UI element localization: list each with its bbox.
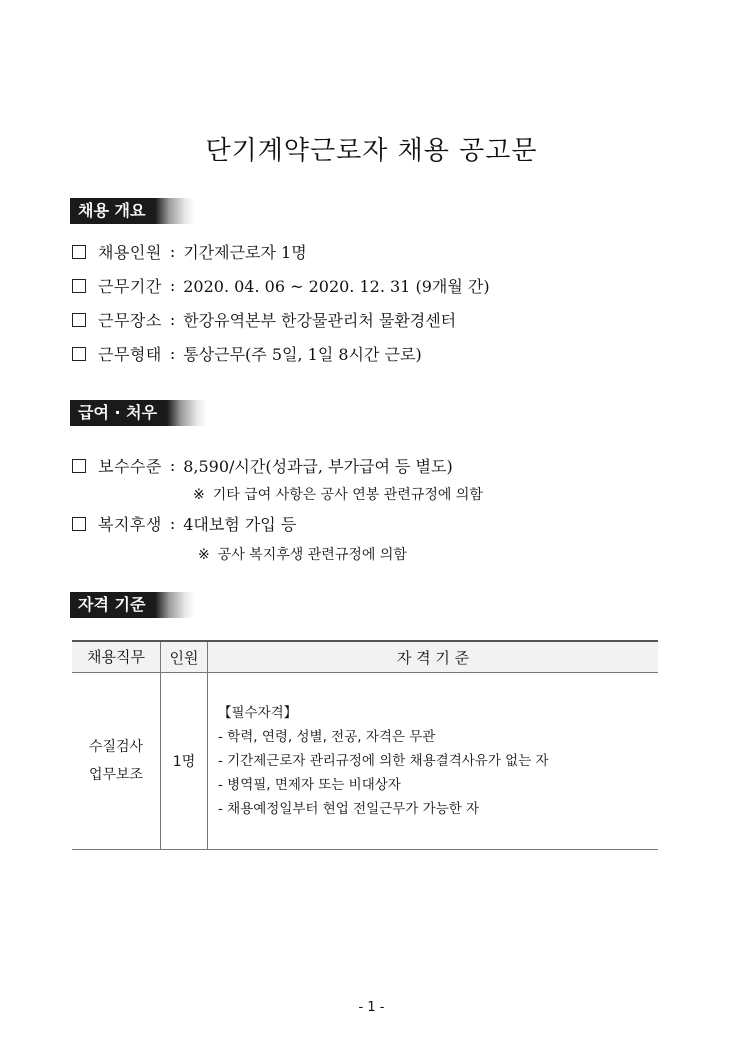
section-heading-qualification xyxy=(70,592,195,618)
overview-item-work-period xyxy=(72,274,490,297)
pay-item-salary xyxy=(72,454,453,477)
item-value: 2020. 04. 06 ~ 2020. 12. 31 (9개월 간) xyxy=(183,277,490,296)
item-colon: : xyxy=(169,310,176,329)
qualification-table xyxy=(72,640,658,850)
section-heading-pay xyxy=(70,400,207,426)
item-label: 근무형태 xyxy=(98,345,162,364)
job-line: 수질검사 xyxy=(88,739,144,755)
requirement-line: - 채용예정일부터 현업 전일근무가 가능한 자 xyxy=(218,801,480,817)
section-heading-label: 급여 · 처우 xyxy=(70,400,167,426)
item-label: 보수수준 xyxy=(98,457,162,476)
pay-note-salary xyxy=(193,484,483,504)
page-number: - 1 - xyxy=(358,1000,385,1015)
note-mark: ※ xyxy=(193,487,205,503)
table-header-row xyxy=(72,641,658,673)
column-header-requirements: 자 격 기 준 xyxy=(208,641,659,673)
column-header-count: 인원 xyxy=(161,641,208,673)
pay-note-welfare xyxy=(198,544,407,564)
checkbox-icon xyxy=(72,459,86,473)
item-value: 8,590/시간(성과급, 부가급여 등 별도) xyxy=(183,457,453,476)
item-value: 통상근무(주 5일, 1일 8시간 근로) xyxy=(183,345,422,364)
checkbox-icon xyxy=(72,279,86,293)
note-text: 공사 복지후생 관련규정에 의함 xyxy=(217,547,407,563)
section-heading-fade xyxy=(155,592,195,618)
item-colon: : xyxy=(169,456,176,475)
overview-item-recruit-count xyxy=(72,240,307,263)
column-header-job: 채용직무 xyxy=(72,641,161,673)
checkbox-icon xyxy=(72,245,86,259)
overview-item-work-place xyxy=(72,308,456,331)
section-heading-label: 채용 개요 xyxy=(70,198,155,224)
job-cell xyxy=(72,673,161,850)
item-colon: : xyxy=(169,242,176,261)
item-value: 4대보험 가입 등 xyxy=(183,515,297,534)
note-text: 기타 급여 사항은 공사 연봉 관련규정에 의함 xyxy=(212,487,483,503)
item-value: 기간제근로자 1명 xyxy=(183,243,307,262)
item-label: 근무장소 xyxy=(98,311,162,330)
requirement-line: - 기간제근로자 관리규정에 의한 채용결격사유가 없는 자 xyxy=(218,753,549,769)
section-heading-overview xyxy=(70,198,195,224)
requirements-cell xyxy=(208,673,659,850)
item-value: 한강유역본부 한강물관리처 물환경센터 xyxy=(183,311,457,330)
section-heading-fade xyxy=(155,198,195,224)
checkbox-icon xyxy=(72,347,86,361)
item-colon: : xyxy=(169,344,176,363)
requirement-line: - 병역필, 면제자 또는 비대상자 xyxy=(218,777,401,793)
checkbox-icon xyxy=(72,313,86,327)
item-label: 복지후생 xyxy=(98,515,162,534)
item-colon: : xyxy=(169,276,176,295)
section-heading-label: 자격 기준 xyxy=(70,592,155,618)
job-line: 업무보조 xyxy=(88,767,144,783)
table-row xyxy=(72,673,658,850)
note-mark: ※ xyxy=(198,547,210,563)
document-title: 단기계약근로자 채용 공고문 xyxy=(205,136,538,166)
count-cell: 1명 xyxy=(161,673,208,850)
section-heading-fade xyxy=(167,400,207,426)
item-label: 근무기간 xyxy=(98,277,162,296)
item-label: 채용인원 xyxy=(98,243,162,262)
overview-item-work-type xyxy=(72,342,422,365)
requirement-heading: 【필수자격】 xyxy=(218,705,298,721)
pay-item-welfare xyxy=(72,512,296,535)
item-colon: : xyxy=(169,514,176,533)
checkbox-icon xyxy=(72,517,86,531)
requirement-line: - 학력, 연령, 성별, 전공, 자격은 무관 xyxy=(218,729,436,745)
